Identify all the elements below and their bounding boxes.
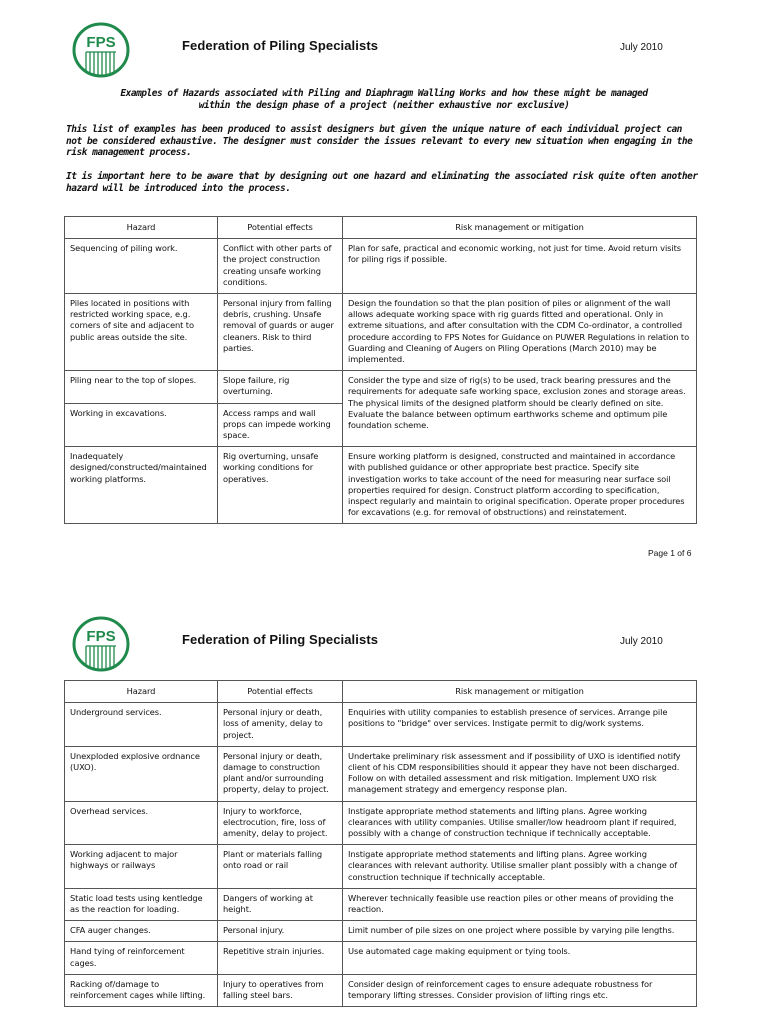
header-hazard: Hazard — [65, 217, 218, 239]
document-date: July 2010 — [620, 636, 663, 647]
effects-cell: Repetitive strain injuries. — [218, 942, 343, 974]
effects-cell: Conflict with other parts of the project construction creating unsafe working conditions. — [218, 239, 343, 294]
table-row — [65, 447, 697, 524]
hazard-table-page-1 — [64, 216, 697, 524]
table-header-row — [65, 217, 697, 239]
table-row — [65, 888, 697, 920]
mitigation-cell: Limit number of pile sizes on one project where possible by varying pile lengths. — [343, 921, 697, 942]
hazard-cell: Underground services. — [65, 703, 218, 747]
table-row — [65, 239, 697, 294]
page-number: Page 1 of 6 — [648, 548, 692, 558]
mitigation-cell: Plan for safe, practical and economic working, not just for time. Avoid return visits for piling rigs if possible. — [343, 239, 697, 294]
org-title: Federation of Piling Specialists — [182, 38, 379, 53]
effects-cell: Access ramps and wall props can impede working space. — [218, 403, 343, 447]
header-mitigation: Risk management or mitigation — [343, 681, 697, 703]
intro-paragraph-2: It is important here to be aware that by designing out one hazard and eliminating the associated risk quite often another hazard will be introduced into the process. — [66, 171, 698, 194]
hazard-cell: Hand tying of reinforcement cages. — [65, 942, 218, 974]
table-header-row — [65, 681, 697, 703]
mitigation-cell: Enquiries with utility companies to establish presence of services. Arrange pile positions to "bridge" over services. Instigate permit to dig/work systems. — [343, 703, 697, 747]
hazard-cell: Unexploded explosive ordnance (UXO). — [65, 746, 218, 801]
page-header — [72, 616, 702, 672]
effects-cell: Injury to operatives from falling steel bars. — [218, 974, 343, 1006]
effects-cell: Personal injury or death, loss of amenity, delay to project. — [218, 703, 343, 747]
mitigation-cell: Design the foundation so that the plan position of piles or alignment of the wall allows adequate working space with rig guards fitted and operational. Only in extreme situations, and after consultation with the CDM Co-ordinator, a controlled procedure according to FPS Notes for Guidance on PUWER Regulations in relation to Guarding and Cleaning of Augers on Piling Operations (March 2010) may be implemented. — [343, 294, 697, 371]
mitigation-cell: Wherever technically feasible use reaction piles or other means of providing the reaction. — [343, 888, 697, 920]
table-row — [65, 921, 697, 942]
document-date: July 2010 — [620, 42, 663, 53]
mitigation-cell: Consider the type and size of rig(s) to be used, track bearing pressures and the requirements for adequate safe working space, exclusion zones and storage areas. The physical limits of the designed platform should be clearly defined on site. Evaluate the balance between optimum earthworks scheme and optimum pile foundation scheme. — [343, 371, 697, 447]
hazard-cell: Working adjacent to major highways or railways — [65, 845, 218, 889]
effects-cell: Dangers of working at height. — [218, 888, 343, 920]
effects-cell: Injury to workforce, electrocution, fire, loss of amenity, delay to project. — [218, 801, 343, 845]
hazard-cell: Static load tests using kentledge as the reaction for loading. — [65, 888, 218, 920]
mitigation-cell: Ensure working platform is designed, constructed and maintained in accordance with published guidance or other appropriate best practice. Specify site investigation works to take account of the need for measuring near surface soil properties required for design. Construct platform according to specification, inspect regularly and maintain to original specification. Operate proper procedures for excavations (e.g. for removal of obstructions) and reinstatement. — [343, 447, 697, 524]
table-row — [65, 942, 697, 974]
table-row — [65, 294, 697, 371]
effects-cell: Personal injury or death, damage to construction plant and/or surrounding property, delay to project. — [218, 746, 343, 801]
mitigation-cell: Instigate appropriate method statements and lifting plans. Agree working clearances with utility companies. Utilise smaller/low headroom plant if required, possibly with a change of construction technique if technically acceptable. — [343, 801, 697, 845]
header-mitigation: Risk management or mitigation — [343, 217, 697, 239]
effects-cell: Personal injury. — [218, 921, 343, 942]
table-row — [65, 974, 697, 1006]
page-header — [72, 22, 702, 78]
hazard-cell: Overhead services. — [65, 801, 218, 845]
hazard-cell: CFA auger changes. — [65, 921, 218, 942]
table-row — [65, 746, 697, 801]
effects-cell: Slope failure, rig overturning. — [218, 371, 343, 403]
hazard-cell: Piling near to the top of slopes. — [65, 371, 218, 403]
svg-text:FPS: FPS — [86, 628, 116, 645]
header-hazard: Hazard — [65, 681, 218, 703]
mitigation-cell: Consider design of reinforcement cages to ensure adequate robustness for temporary lifting stresses. Consider provision of lifting rings etc. — [343, 974, 697, 1006]
intro-paragraph-1: This list of examples has been produced to assist designers but given the unique nature of each individual project can not be considered exhaustive. The designer must consider the issues relevant to every new situation when engaging in the risk management process. — [66, 124, 693, 158]
fps-logo — [72, 616, 130, 672]
hazard-table-page-2 — [64, 680, 697, 1007]
org-title: Federation of Piling Specialists — [182, 632, 379, 647]
mitigation-cell: Undertake preliminary risk assessment and if possibility of UXO is identified notify client of his CDM responsibilities should it appear they have not been discharged. Follow on with detailed assessment and risk mitigation. Implement UXO risk management strategy and emergency response plan. — [343, 746, 697, 801]
header-effects: Potential effects — [218, 217, 343, 239]
fps-logo — [72, 22, 130, 78]
table-row — [65, 371, 697, 403]
hazard-cell: Working in excavations. — [65, 403, 218, 447]
effects-cell: Personal injury from falling debris, crushing. Unsafe removal of guards or auger cleaners. Risk to third parties. — [218, 294, 343, 371]
mitigation-cell: Use automated cage making equipment or tying tools. — [343, 942, 697, 974]
hazard-cell: Racking of/damage to reinforcement cages while lifting. — [65, 974, 218, 1006]
document-title: Examples of Hazards associated with Piling and Diaphragm Walling Works and how these might be managed within the design phase of a project (neither exhaustive nor exclusive) — [120, 88, 648, 111]
effects-cell: Rig overturning, unsafe working conditions for operatives. — [218, 447, 343, 524]
svg-text:FPS: FPS — [86, 34, 116, 51]
header-effects: Potential effects — [218, 681, 343, 703]
table-row — [65, 801, 697, 845]
hazard-cell: Inadequately designed/constructed/maintained working platforms. — [65, 447, 218, 524]
hazard-cell: Sequencing of piling work. — [65, 239, 218, 294]
table-row — [65, 703, 697, 747]
mitigation-cell: Instigate appropriate method statements and lifting plans. Agree working clearances with relevant authority. Utilise smaller plant possibly with a change of construction technique if technically acceptable. — [343, 845, 697, 889]
effects-cell: Plant or materials falling onto road or rail — [218, 845, 343, 889]
document-page-2 — [0, 600, 768, 1024]
table-row — [65, 845, 697, 889]
hazard-cell: Piles located in positions with restricted working space, e.g. corners of site and adjacent to public areas outside the site. — [65, 294, 218, 371]
